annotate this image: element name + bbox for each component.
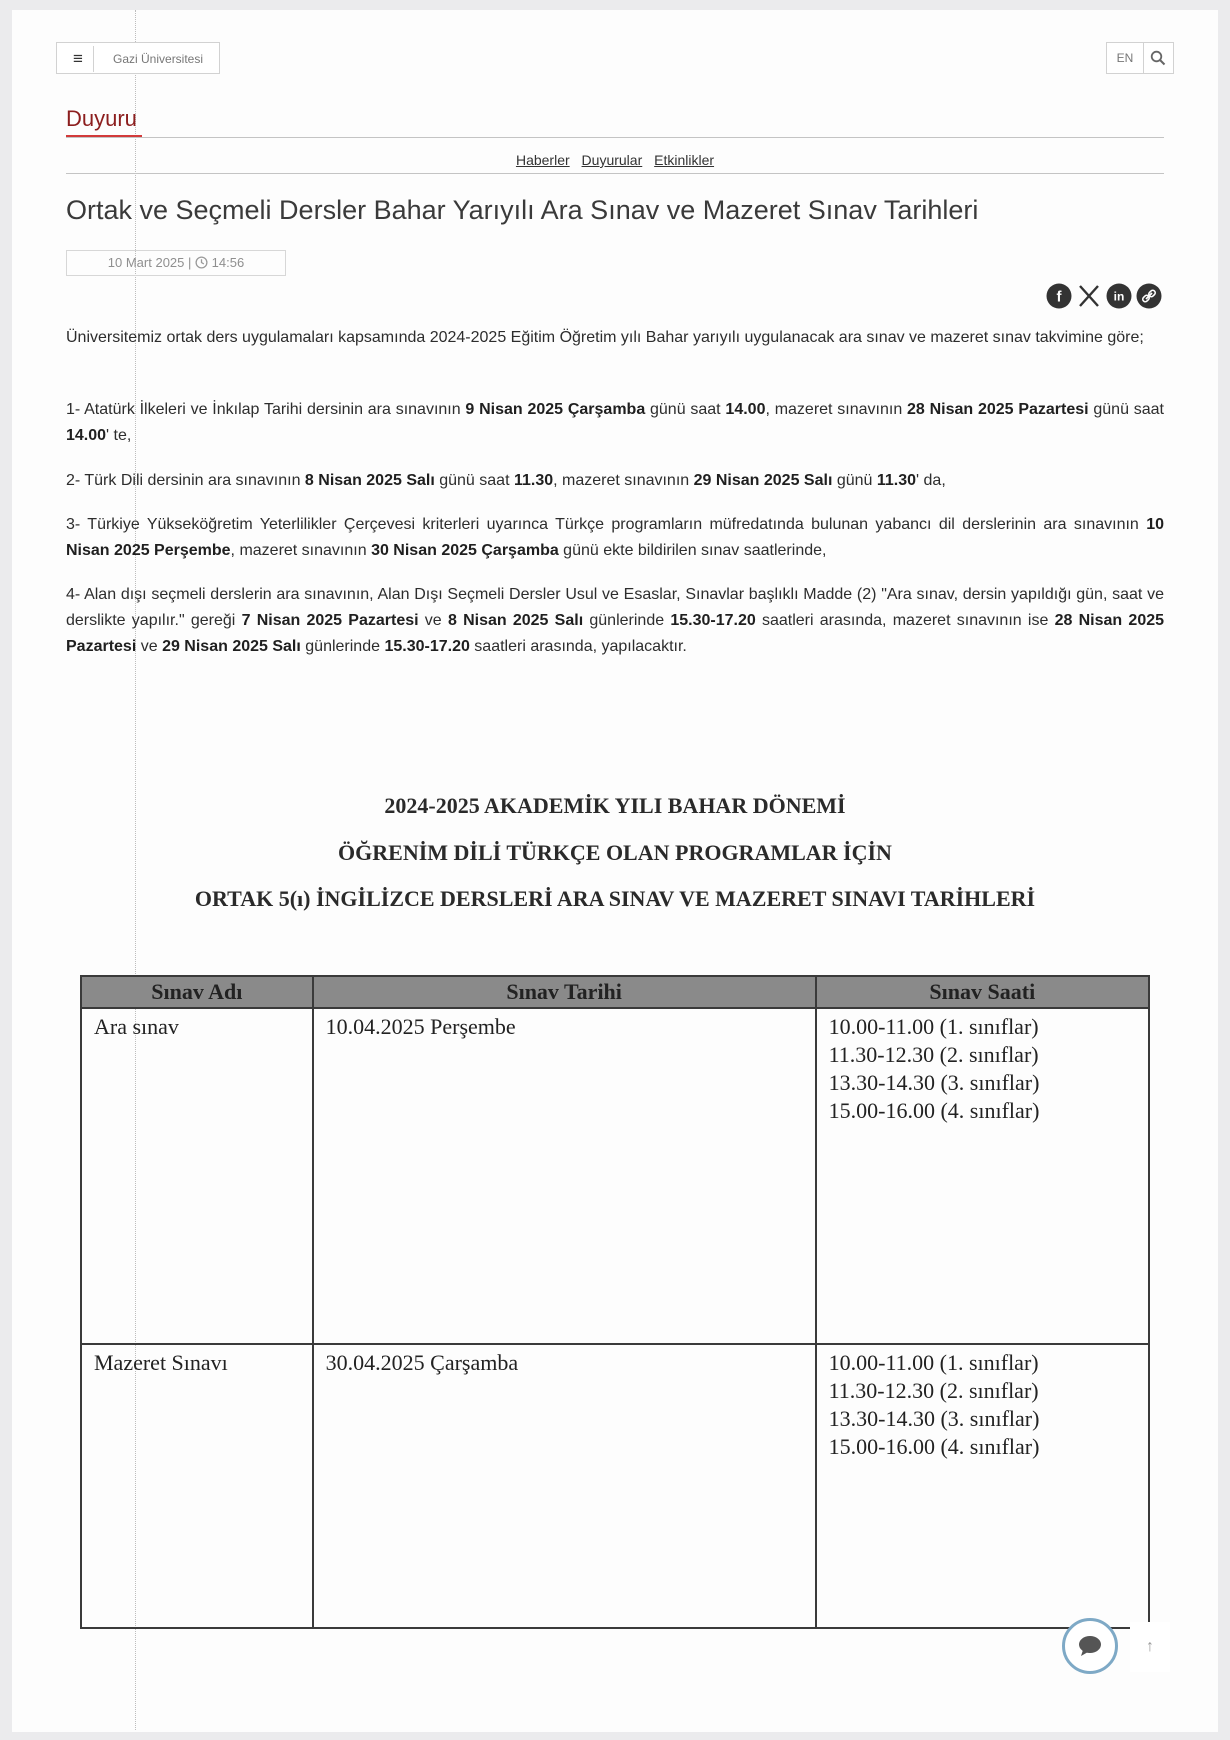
exam-table (80, 975, 1150, 1629)
text: ve (136, 638, 163, 655)
menu-container (56, 42, 220, 74)
cell-exam-name: Ara sınav (81, 1008, 313, 1344)
bold-date: 8 Nisan 2025 Salı (304, 472, 435, 489)
document-heading-3: ORTAK 5(ı) İNGİLİZCE DERSLERİ ARA SINAV VE MAZERET SINAVI TARİHLERİ (194, 886, 1036, 911)
text: , mazeret sınavının (553, 472, 694, 489)
cell-exam-date: 30.04.2025 Çarşamba (313, 1344, 816, 1628)
document-heading-2: ÖĞRENİM DİLİ TÜRKÇE OLAN PROGRAMLAR İÇİN (338, 840, 892, 865)
link-icon[interactable] (1136, 283, 1162, 309)
date-text: 10 Mart 2025 (107, 255, 185, 270)
subnav-etkinlikler[interactable]: Etkinlikler (654, 152, 715, 168)
time-slot: 15.00-16.00 (4. sınıflar) (828, 1098, 1040, 1123)
time-slot: 13.30-14.30 (3. sınıflar) (828, 1406, 1040, 1431)
text: , mazeret sınavının (230, 542, 372, 559)
text: günü (832, 472, 877, 489)
text: günü saat (434, 472, 514, 489)
clock-icon (195, 256, 208, 269)
text: 4- Alan dışı seçmeli derslerin ara sınavının, Alan Dışı Seçmeli Dersler Usul ve Esaslar, Sınavlar başlıklı Madde (2) "Ara sınav, dersin yapıldığı gün, saat ve derslikte yapılır." gereği (66, 586, 1164, 629)
top-bar (56, 42, 1174, 76)
cell-exam-date: 10.04.2025 Perşembe (313, 1008, 816, 1344)
item-2-paragraph (66, 468, 1164, 494)
cell-exam-name: Mazeret Sınavı (81, 1344, 313, 1628)
hamburger-icon[interactable]: ≡ (63, 46, 94, 72)
scroll-to-top-button[interactable]: ↑ (1130, 1622, 1170, 1672)
item-4-paragraph (66, 582, 1164, 660)
article-date (66, 250, 286, 276)
text: ' te, (106, 427, 132, 444)
time-slot: 11.30-12.30 (2. sınıflar) (828, 1378, 1039, 1403)
table-row (81, 1008, 1149, 1344)
text: saatleri arasında, yapılacaktır. (469, 638, 687, 655)
time-text: 14:56 (211, 255, 245, 270)
subnav-duyurular[interactable]: Duyurular (581, 152, 643, 168)
bold-date: 30 Nisan 2025 Çarşamba (371, 542, 559, 559)
chat-button[interactable] (1062, 1618, 1118, 1674)
text: 1- Atatürk İlkeleri ve İnkılap Tarihi dersinin ara sınavının (66, 401, 466, 418)
separator: | (188, 255, 192, 270)
intro-paragraph: Üniversitemiz ortak ders uygulamaları kapsamında 2024-2025 Eğitim Öğretim yılı Bahar yarıyılı uygulanacak ara sınav ve mazeret sınav takvimine göre; (66, 329, 1144, 346)
bold-date: 29 Nisan 2025 Salı (693, 472, 833, 489)
document-heading-1: 2024-2025 AKADEMİK YILI BAHAR DÖNEMİ (384, 793, 846, 818)
bold-time: 15.30-17.20 (670, 612, 756, 629)
time-slot: 13.30-14.30 (3. sınıflar) (828, 1070, 1040, 1095)
site-name[interactable]: Gazi Üniversitesi (113, 52, 204, 66)
exam-schedule-table (80, 975, 1150, 1629)
search-button[interactable] (1143, 43, 1173, 73)
svg-text:f: f (1056, 288, 1062, 306)
column-header-exam-name: Sınav Adı (81, 976, 313, 1008)
table-header-row (81, 976, 1149, 1008)
bold-date: 28 Nisan 2025 Pazartesi (907, 401, 1089, 418)
bold-date: 10 Nisan 2025 Perşembe (66, 516, 1164, 559)
divider (66, 137, 1164, 138)
lang-search-container (1106, 42, 1174, 74)
bold-time: 14.00 (66, 427, 107, 444)
time-slot: 15.00-16.00 (4. sınıflar) (828, 1434, 1040, 1459)
time-slot: 11.30-12.30 (2. sınıflar) (828, 1042, 1039, 1067)
table-row (81, 1344, 1149, 1628)
text: günlerinde (583, 612, 671, 629)
section-title: Duyuru (66, 106, 137, 131)
bold-time: 11.30 (513, 472, 554, 489)
bold-date: 7 Nisan 2025 Pazartesi (241, 612, 419, 629)
chat-icon (1077, 1634, 1103, 1658)
item-1-paragraph (66, 397, 1164, 449)
time-slot: 10.00-11.00 (1. sınıflar) (828, 1014, 1039, 1039)
text: günü saat (1088, 401, 1165, 418)
text: ve (418, 612, 448, 629)
language-toggle[interactable]: EN (1107, 43, 1144, 73)
bold-date: 8 Nisan 2025 Salı (447, 612, 584, 629)
cell-exam-times (816, 1008, 1149, 1344)
text: 3- Türkiye Yükseköğretim Yeterlilikler Çerçevesi kriterleri uyarınca Türkçe programların müfredatında bulunan yabancı dil derslerinin ara sınavının (66, 516, 1147, 533)
share-bar (1046, 283, 1166, 311)
time-slot: 10.00-11.00 (1. sınıflar) (828, 1350, 1039, 1375)
column-header-exam-time: Sınav Saati (816, 976, 1149, 1008)
text: günü saat (645, 401, 726, 418)
divider (66, 173, 1164, 174)
bold-date: 28 Nisan 2025 Pazartesi (66, 612, 1165, 655)
cell-exam-times (816, 1344, 1149, 1628)
facebook-icon[interactable] (1046, 283, 1072, 309)
bold-time: 15.30-17.20 (384, 638, 470, 655)
x-icon[interactable] (1076, 283, 1102, 309)
text: ' da, (916, 472, 946, 489)
text: saatleri arasında, mazeret sınavının ise (755, 612, 1055, 629)
subnav-haberler[interactable]: Haberler (515, 152, 570, 168)
column-header-exam-date: Sınav Tarihi (313, 976, 816, 1008)
bold-time: 14.00 (725, 401, 766, 418)
linkedin-icon[interactable] (1106, 283, 1132, 309)
text: 2- Türk Dili dersinin ara sınavının (66, 472, 305, 489)
bold-date: 9 Nisan 2025 Çarşamba (465, 401, 646, 418)
search-icon (1150, 50, 1166, 66)
text: , mazeret sınavının (765, 401, 907, 418)
text: günlerinde (300, 638, 385, 655)
bold-time: 11.30 (876, 472, 917, 489)
sub-navigation (0, 152, 1230, 168)
article-title: Ortak ve Seçmeli Dersler Bahar Yarıyılı Ara Sınav ve Mazeret Sınav Tarihleri (66, 195, 979, 225)
item-3-paragraph (66, 512, 1164, 564)
bold-date: 29 Nisan 2025 Salı (162, 638, 301, 655)
svg-text:in: in (1113, 289, 1125, 304)
text: günü ekte bildirilen sınav saatlerinde, (558, 542, 827, 559)
